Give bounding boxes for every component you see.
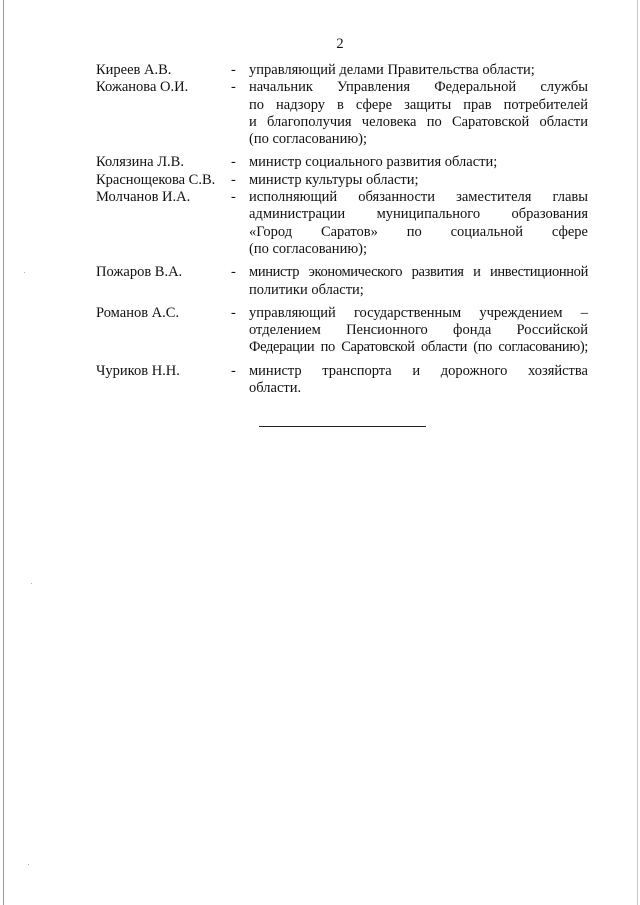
position-line: управляющий государственным учреждением – — [249, 304, 588, 321]
member-position — [249, 189, 588, 258]
member-entry — [96, 79, 588, 148]
position-line: исполняющий обязанности заместителя главы — [249, 189, 588, 206]
scan-speck — [28, 864, 29, 865]
scan-speck — [24, 272, 25, 273]
separator-dash: - — [231, 79, 236, 96]
member-entry — [96, 154, 588, 171]
separator-dash: - — [231, 189, 236, 206]
position-line: политики области; — [249, 281, 364, 298]
position-line: и благополучия человека по Саратовской области — [249, 113, 588, 130]
position-line: министр культуры области; — [249, 171, 419, 188]
member-entry — [96, 363, 588, 398]
member-list — [96, 62, 588, 397]
member-entry — [96, 62, 588, 79]
member-position — [249, 154, 588, 171]
closing-rule — [259, 426, 426, 427]
member-name: Чуриков Н.Н. — [96, 362, 180, 379]
scan-left-edge — [3, 0, 4, 905]
position-line: управляющий делами Правительства области; — [249, 62, 535, 78]
member-name: Краснощекова С.В. — [96, 171, 216, 188]
member-position — [249, 172, 588, 189]
position-line: по надзору в сфере защиты прав потребителей — [249, 96, 588, 113]
member-name: Молчанов И.А. — [96, 189, 191, 206]
scan-speck — [31, 583, 32, 584]
separator-dash: - — [231, 362, 236, 379]
member-position — [249, 62, 588, 79]
position-line: «Город Саратов» по социальной сфере — [249, 223, 588, 240]
member-name: Кожанова О.И. — [96, 79, 189, 96]
member-position — [249, 264, 588, 299]
position-line: министр социального развития области; — [249, 154, 498, 171]
separator-dash: - — [231, 62, 236, 78]
position-line: Федерации по Саратовской области (по согласованию); — [249, 339, 588, 356]
position-line: администрации муниципального образования — [249, 206, 588, 223]
member-name: Киреев А.В. — [96, 62, 172, 78]
member-entry — [96, 264, 588, 299]
separator-dash: - — [231, 304, 236, 321]
position-line: начальник Управления Федеральной службы — [249, 79, 588, 96]
separator-dash: - — [231, 171, 236, 188]
member-entry — [96, 305, 588, 357]
member-entry — [96, 189, 588, 258]
member-position — [249, 363, 588, 398]
position-line: области. — [249, 380, 302, 397]
scan-right-edge — [637, 0, 638, 905]
member-name: Романов А.С. — [96, 304, 180, 321]
separator-dash: - — [231, 154, 236, 171]
position-line: министр экономического развития и инвестиционной — [249, 264, 588, 281]
separator-dash: - — [231, 264, 236, 281]
member-position — [249, 305, 588, 357]
position-line: (по согласованию); — [249, 131, 368, 148]
page-number: 2 — [336, 36, 344, 52]
member-name: Пожаров В.А. — [96, 264, 183, 281]
position-line: (по согласованию); — [249, 240, 368, 257]
position-line: министр транспорта и дорожного хозяйства — [249, 362, 588, 379]
position-line: отделением Пенсионного фонда Российской — [249, 322, 588, 339]
member-position — [249, 79, 588, 148]
member-name: Колязина Л.В. — [96, 154, 184, 171]
member-entry — [96, 172, 588, 189]
